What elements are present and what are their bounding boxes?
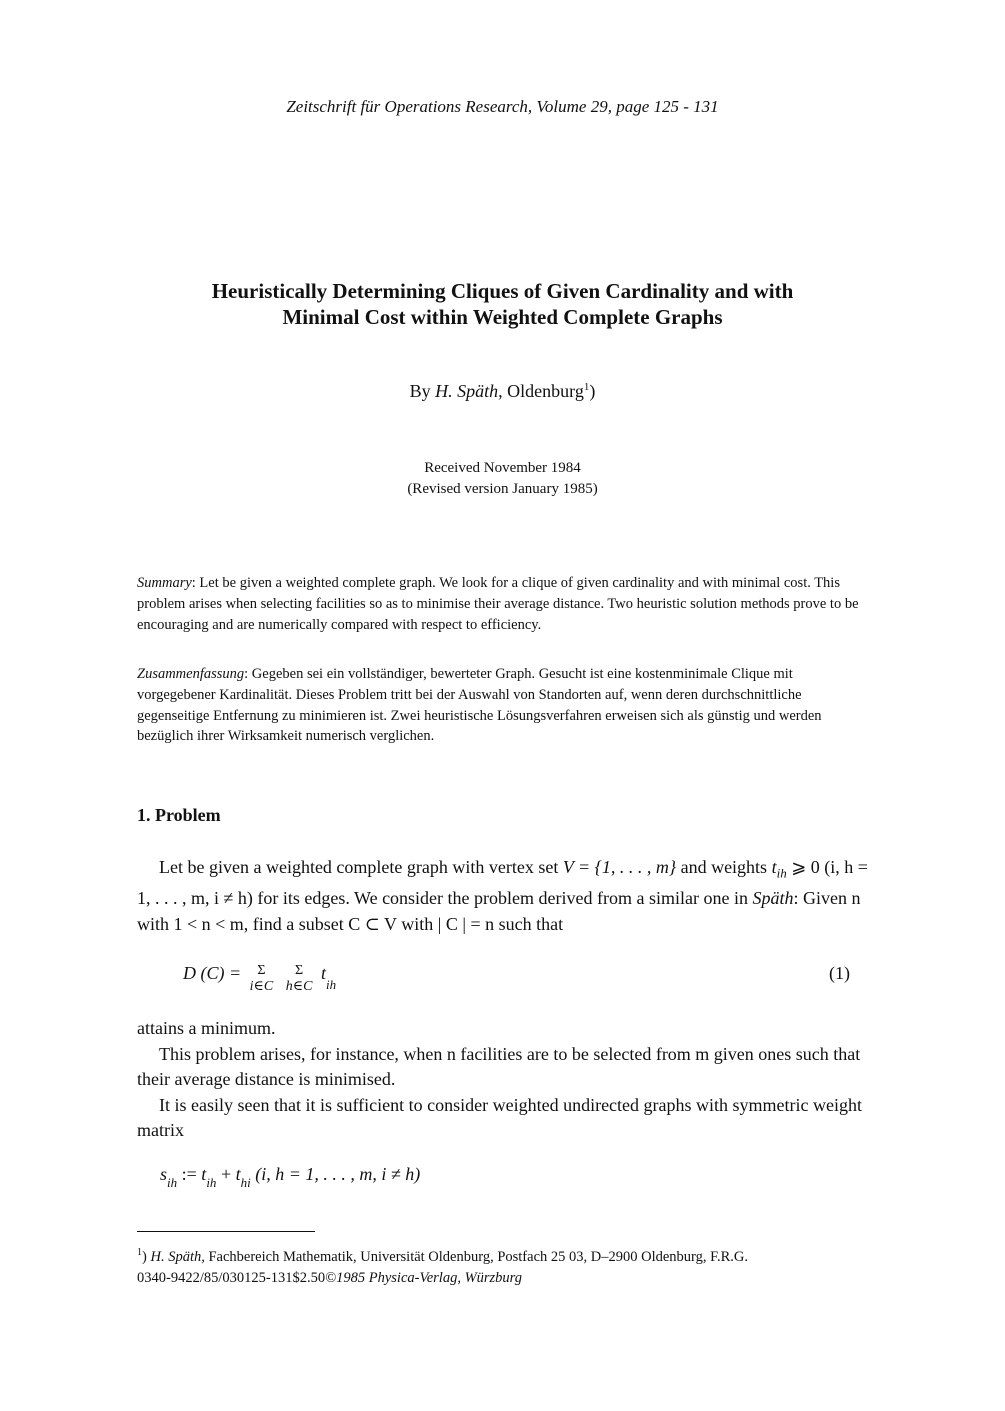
sum-symbol: Σ: [295, 963, 304, 978]
eq2-plus: +: [216, 1164, 236, 1184]
byline: [0, 381, 1005, 402]
footnote-mark: 1: [583, 381, 590, 393]
author-place: Oldenburg: [502, 381, 584, 401]
eq2-s-sub: ih: [167, 1175, 178, 1190]
weight-symbol: t: [771, 857, 777, 877]
publication-code: 0340-9422/85/030125-131$2.50: [137, 1269, 326, 1286]
eq1-lhs: D (C) =: [183, 963, 242, 983]
paper-title: [0, 278, 1005, 330]
para2-text: attains a minimum.: [137, 1018, 276, 1038]
para1-text-d: : Given n with 1 < n < m, find a subset C ⊂ V with | C | = n such that: [137, 888, 861, 934]
para3-text: This problem arises, for instance, when n facilities are to be selected from m given ones such that their average distance is minimised.: [137, 1043, 861, 1089]
eq1-sum-i: [250, 963, 274, 995]
vertex-set: V = {1, . . . , m}: [562, 857, 677, 877]
equation-1: [183, 963, 336, 995]
para1-text-a: Let be given a weighted complete graph with vertex set: [159, 857, 563, 877]
section-heading: 1. Problem: [137, 805, 221, 825]
eq2-t1-sub: ih: [206, 1175, 217, 1190]
footnote-paren: ): [142, 1248, 151, 1265]
received-dates: [0, 458, 1005, 500]
eq2-condition: (i, h = 1, . . . , m, i ≠ h): [250, 1164, 421, 1184]
author-name: H. Späth,: [435, 381, 503, 401]
footnote-author: H. Späth,: [150, 1248, 205, 1265]
equation-number: (1): [829, 963, 850, 983]
eq2-t1: t: [201, 1164, 207, 1184]
zusammenfassung-paragraph: [137, 664, 872, 747]
para1-text-b: and weights: [676, 857, 772, 877]
zusammen-text: : Gegeben sei ein vollständiger, bewerteter Graph. Gesucht ist eine kostenminimale Clique mit vorgegebener Kardinalität. Dieses Problem tritt bei der Auswahl von Standorten auf, wenn deren durchschnittliche gegenseitige Entfernung zu minimieren ist. Zwei heuristische Lösungsverfahren erweisen sich als günstig und werden bezüglich ihrer Wirksamkeit numerisch verglichen.: [137, 666, 822, 745]
copyright-notice: ©1985 Physica-Verlag, Würzburg: [325, 1269, 523, 1286]
para4-text: It is easily seen that it is sufficient to consider weighted undirected graphs with symmetric weight matrix: [137, 1094, 863, 1140]
eq2-t2-sub: hi: [240, 1175, 251, 1190]
footnote-rule: [137, 1231, 315, 1232]
journal-header: Zeitschrift für Operations Research, Volume 29, page 125 - 131: [286, 97, 719, 116]
footnote-number: 1: [137, 1247, 142, 1258]
eq2-t2: t: [235, 1164, 241, 1184]
received-line: Received November 1984: [424, 460, 581, 476]
title-line-2: Minimal Cost within Weighted Complete Graphs: [282, 305, 723, 329]
problem-paragraphs-2: [137, 1016, 872, 1144]
summary-paragraph: [137, 573, 872, 635]
sum-symbol: Σ: [257, 963, 266, 978]
weight-subscript: ih: [776, 865, 787, 881]
eq1-term: t: [320, 963, 326, 983]
eq1-term-subscript: ih: [325, 977, 337, 992]
reference-spath: Späth: [752, 888, 794, 909]
eq1-sum-h: [286, 963, 313, 995]
summary-label: Summary: [137, 575, 192, 591]
sum-index-i: i∈C: [249, 979, 274, 994]
problem-paragraph-1: [137, 855, 872, 937]
eq2-assign: :=: [177, 1164, 202, 1184]
zusammen-label: Zusammenfassung: [137, 666, 245, 682]
summary-text: : Let be given a weighted complete graph. We look for a clique of given cardinality and with minimal cost. This problem arises when selecting facilities so as to minimise their average distance. Two heuristic solution methods prove to be encouraging and are numerically compared with respect to efficiency.: [137, 575, 859, 633]
title-line-1: Heuristically Determining Cliques of Given Cardinality and with: [211, 279, 794, 303]
revised-line: (Revised version January 1985): [407, 481, 598, 497]
eq2-s: s: [160, 1164, 168, 1184]
para1-text-c: ⩾ 0 (i, h = 1, . . . , m, i ≠ h) for its edges. We consider the problem derived from a similar one in: [137, 857, 868, 909]
equation-symmetric-weights: [160, 1164, 421, 1190]
footnote-affiliation: Fachbereich Mathematik, Universität Oldenburg, Postfach 25 03, D–2900 Oldenburg, F.R.G.: [204, 1248, 749, 1265]
byline-close: ): [589, 381, 596, 401]
byline-prefix: By: [409, 381, 436, 401]
sum-index-h: h∈C: [285, 979, 313, 994]
footnote: [137, 1242, 872, 1289]
